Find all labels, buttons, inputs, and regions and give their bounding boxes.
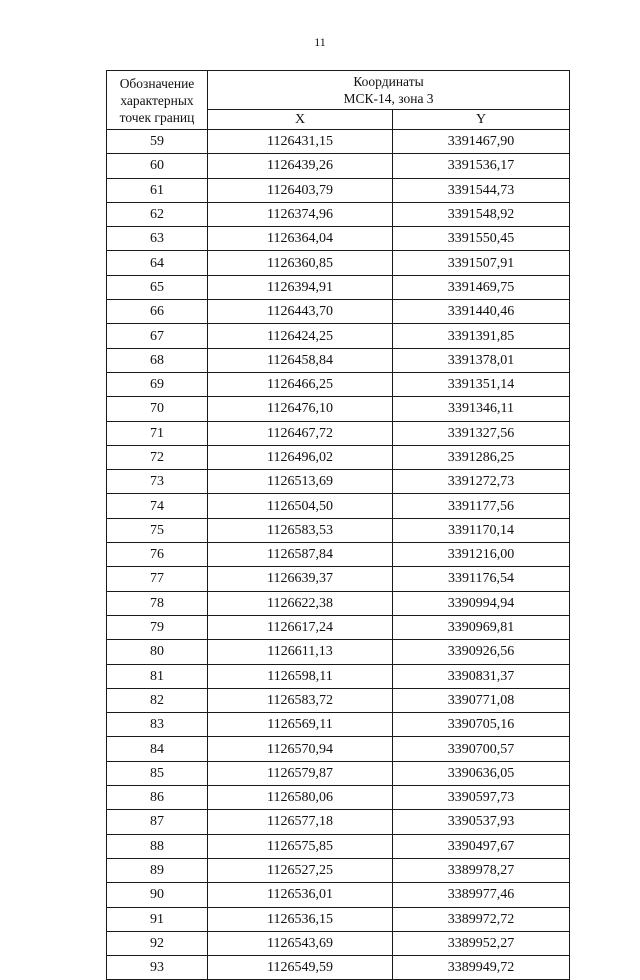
x-coordinate-cell: 1126583,72 <box>208 688 393 712</box>
x-coordinate-cell: 1126394,91 <box>208 275 393 299</box>
point-cell: 64 <box>107 251 208 275</box>
x-coordinate-cell: 1126458,84 <box>208 348 393 372</box>
point-cell: 70 <box>107 397 208 421</box>
x-coordinate-cell: 1126374,96 <box>208 202 393 226</box>
y-coordinate-cell: 3391440,46 <box>393 300 570 324</box>
coordinates-table <box>106 70 570 980</box>
point-cell: 82 <box>107 688 208 712</box>
y-coordinate-cell: 3390771,08 <box>393 688 570 712</box>
y-coordinate-cell: 3391351,14 <box>393 372 570 396</box>
x-coordinate-cell: 1126622,38 <box>208 591 393 615</box>
point-cell: 66 <box>107 300 208 324</box>
y-coordinate-cell: 3390537,93 <box>393 810 570 834</box>
table-row <box>107 543 570 567</box>
page-number: 11 <box>314 35 326 49</box>
point-cell: 59 <box>107 130 208 154</box>
point-cell: 71 <box>107 421 208 445</box>
y-coordinate-cell: 3390497,67 <box>393 834 570 858</box>
point-cell: 60 <box>107 154 208 178</box>
point-cell: 86 <box>107 786 208 810</box>
x-coordinate-cell: 1126467,72 <box>208 421 393 445</box>
table-row <box>107 494 570 518</box>
x-coordinate-cell: 1126403,79 <box>208 178 393 202</box>
point-cell: 92 <box>107 931 208 955</box>
y-coordinate-cell: 3391286,25 <box>393 445 570 469</box>
y-coordinate-cell: 3391550,45 <box>393 227 570 251</box>
x-coordinate-cell: 1126431,15 <box>208 130 393 154</box>
table-row <box>107 130 570 154</box>
y-coordinate-cell: 3389972,72 <box>393 907 570 931</box>
y-coordinate-cell: 3391346,11 <box>393 397 570 421</box>
point-cell: 83 <box>107 713 208 737</box>
table-row <box>107 202 570 226</box>
point-cell: 89 <box>107 858 208 882</box>
point-header-line: Обозначение <box>119 75 195 91</box>
table-row <box>107 688 570 712</box>
y-coordinate-cell: 3390969,81 <box>393 615 570 639</box>
y-coordinate-cell: 3391272,73 <box>393 470 570 494</box>
point-cell: 76 <box>107 543 208 567</box>
table-row <box>107 251 570 275</box>
header-row-top <box>107 71 570 110</box>
table-row <box>107 518 570 542</box>
point-header-line: точек границ <box>119 109 195 125</box>
table-row <box>107 664 570 688</box>
table-row <box>107 470 570 494</box>
x-coordinate-cell: 1126583,53 <box>208 518 393 542</box>
y-coordinate-cell: 3391170,14 <box>393 518 570 542</box>
point-cell: 65 <box>107 275 208 299</box>
table-row <box>107 227 570 251</box>
y-column-header: Y <box>393 110 570 130</box>
table-row <box>107 761 570 785</box>
x-coordinate-cell: 1126527,25 <box>208 858 393 882</box>
point-cell: 78 <box>107 591 208 615</box>
coordinates-group-header <box>208 71 570 110</box>
point-cell: 61 <box>107 178 208 202</box>
x-coordinate-cell: 1126360,85 <box>208 251 393 275</box>
y-coordinate-cell: 3391536,17 <box>393 154 570 178</box>
y-coordinate-cell: 3390994,94 <box>393 591 570 615</box>
point-header-line: характерных <box>120 92 194 108</box>
y-coordinate-cell: 3391469,75 <box>393 275 570 299</box>
y-coordinate-cell: 3391177,56 <box>393 494 570 518</box>
table-row <box>107 421 570 445</box>
point-cell: 80 <box>107 640 208 664</box>
y-coordinate-cell: 3390597,73 <box>393 786 570 810</box>
x-coordinate-cell: 1126424,25 <box>208 324 393 348</box>
x-coordinate-cell: 1126611,13 <box>208 640 393 664</box>
point-cell: 63 <box>107 227 208 251</box>
table-row <box>107 567 570 591</box>
x-coordinate-cell: 1126579,87 <box>208 761 393 785</box>
y-coordinate-cell: 3390926,56 <box>393 640 570 664</box>
table-row <box>107 324 570 348</box>
y-coordinate-cell: 3391467,90 <box>393 130 570 154</box>
point-cell: 62 <box>107 202 208 226</box>
point-cell: 81 <box>107 664 208 688</box>
y-coordinate-cell: 3390636,05 <box>393 761 570 785</box>
y-coordinate-cell: 3391176,54 <box>393 567 570 591</box>
point-cell: 88 <box>107 834 208 858</box>
x-coordinate-cell: 1126580,06 <box>208 786 393 810</box>
coordinates-header-line: Координаты <box>353 74 424 89</box>
point-column-header <box>107 71 208 130</box>
x-coordinate-cell: 1126575,85 <box>208 834 393 858</box>
table-row <box>107 883 570 907</box>
x-coordinate-cell: 1126570,94 <box>208 737 393 761</box>
table-row <box>107 956 570 980</box>
point-cell: 90 <box>107 883 208 907</box>
x-coordinate-cell: 1126543,69 <box>208 931 393 955</box>
table-row <box>107 445 570 469</box>
table-row <box>107 931 570 955</box>
table-row <box>107 615 570 639</box>
y-coordinate-cell: 3391548,92 <box>393 202 570 226</box>
x-coordinate-cell: 1126513,69 <box>208 470 393 494</box>
point-cell: 73 <box>107 470 208 494</box>
y-coordinate-cell: 3390705,16 <box>393 713 570 737</box>
y-coordinate-cell: 3389952,27 <box>393 931 570 955</box>
table-row <box>107 907 570 931</box>
x-coordinate-cell: 1126536,15 <box>208 907 393 931</box>
x-coordinate-cell: 1126364,04 <box>208 227 393 251</box>
point-cell: 85 <box>107 761 208 785</box>
y-coordinate-cell: 3389949,72 <box>393 956 570 980</box>
point-cell: 84 <box>107 737 208 761</box>
x-coordinate-cell: 1126496,02 <box>208 445 393 469</box>
point-cell: 77 <box>107 567 208 591</box>
x-coordinate-cell: 1126639,37 <box>208 567 393 591</box>
point-cell: 67 <box>107 324 208 348</box>
x-coordinate-cell: 1126598,11 <box>208 664 393 688</box>
point-cell: 68 <box>107 348 208 372</box>
point-cell: 91 <box>107 907 208 931</box>
table-row <box>107 372 570 396</box>
table-row <box>107 786 570 810</box>
y-coordinate-cell: 3391378,01 <box>393 348 570 372</box>
y-coordinate-cell: 3390700,57 <box>393 737 570 761</box>
x-coordinate-cell: 1126466,25 <box>208 372 393 396</box>
y-coordinate-cell: 3389977,46 <box>393 883 570 907</box>
y-coordinate-cell: 3390831,37 <box>393 664 570 688</box>
table-row <box>107 737 570 761</box>
x-coordinate-cell: 1126536,01 <box>208 883 393 907</box>
point-cell: 75 <box>107 518 208 542</box>
point-cell: 74 <box>107 494 208 518</box>
table-row <box>107 713 570 737</box>
table-row <box>107 640 570 664</box>
table-row <box>107 275 570 299</box>
table-row <box>107 834 570 858</box>
point-cell: 93 <box>107 956 208 980</box>
x-coordinate-cell: 1126569,11 <box>208 713 393 737</box>
table-row <box>107 397 570 421</box>
point-cell: 72 <box>107 445 208 469</box>
x-coordinate-cell: 1126504,50 <box>208 494 393 518</box>
y-coordinate-cell: 3391507,91 <box>393 251 570 275</box>
x-coordinate-cell: 1126439,26 <box>208 154 393 178</box>
table-body <box>107 130 570 980</box>
table-row <box>107 154 570 178</box>
table-row <box>107 178 570 202</box>
coordinates-header-line: МСК-14, зона 3 <box>343 91 434 106</box>
y-coordinate-cell: 3391544,73 <box>393 178 570 202</box>
x-coordinate-cell: 1126617,24 <box>208 615 393 639</box>
point-cell: 87 <box>107 810 208 834</box>
point-cell: 79 <box>107 615 208 639</box>
x-column-header: X <box>208 110 393 130</box>
table-header <box>107 71 570 130</box>
y-coordinate-cell: 3391216,00 <box>393 543 570 567</box>
table-row <box>107 348 570 372</box>
table-row <box>107 810 570 834</box>
table-row <box>107 858 570 882</box>
x-coordinate-cell: 1126549,59 <box>208 956 393 980</box>
y-coordinate-cell: 3391327,56 <box>393 421 570 445</box>
y-coordinate-cell: 3391391,85 <box>393 324 570 348</box>
x-coordinate-cell: 1126577,18 <box>208 810 393 834</box>
x-coordinate-cell: 1126443,70 <box>208 300 393 324</box>
x-coordinate-cell: 1126476,10 <box>208 397 393 421</box>
y-coordinate-cell: 3389978,27 <box>393 858 570 882</box>
table-row <box>107 591 570 615</box>
point-cell: 69 <box>107 372 208 396</box>
x-coordinate-cell: 1126587,84 <box>208 543 393 567</box>
table-row <box>107 300 570 324</box>
